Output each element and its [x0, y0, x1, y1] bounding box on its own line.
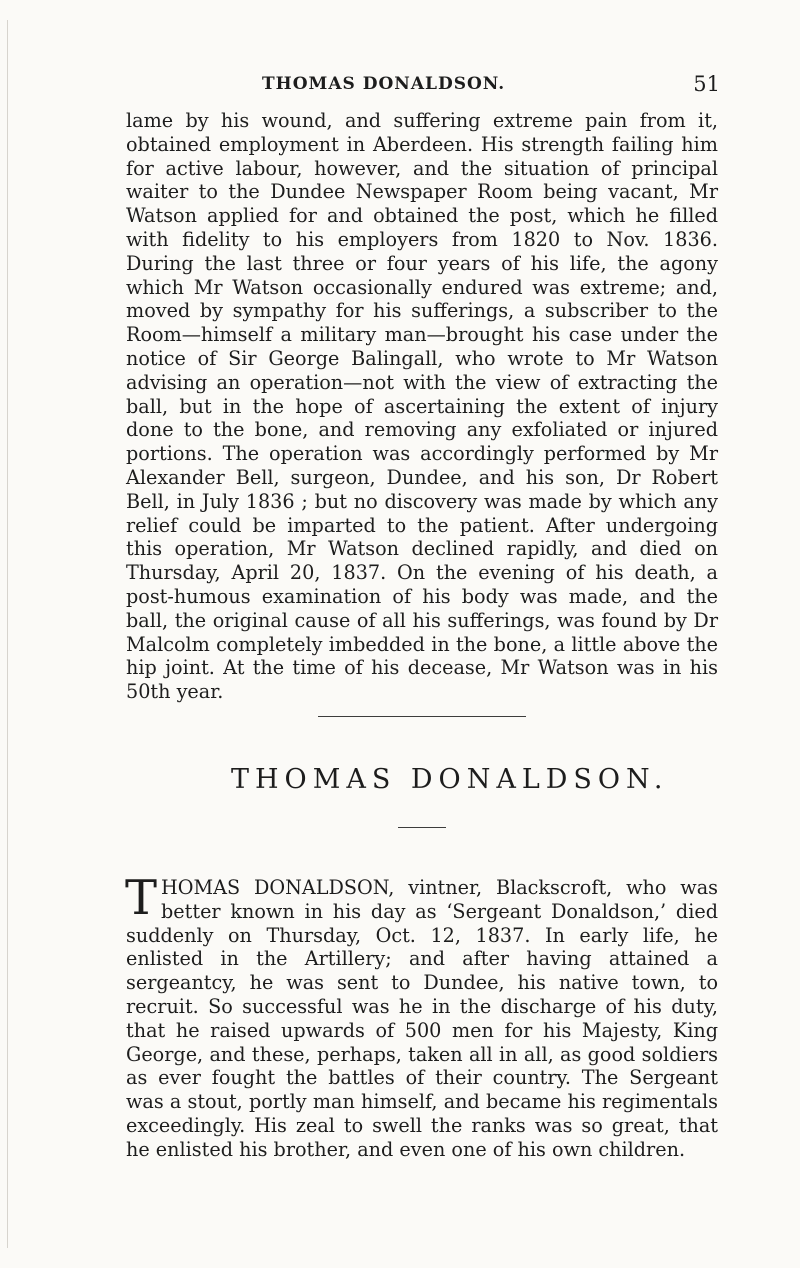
page-edge-line	[7, 20, 8, 1248]
running-head	[120, 72, 720, 96]
page-number: 51	[693, 72, 720, 96]
heading-underline	[398, 827, 446, 828]
section-heading: THOMAS DONALDSON.	[231, 764, 669, 795]
section-divider	[318, 716, 526, 717]
donaldson-paragraph	[125, 870, 718, 1162]
drop-cap: T	[125, 870, 158, 926]
watson-paragraph: lame by his wound, and suffering extreme pain from it, obtained employment in Aberdeen. His strength failing him for active labour, however, and the situation of principal waiter to the Dundee Newspaper Room being vacant, Mr Watson applied for and obtained the post, which he filled with fidelity to his employers from 1820 to Nov. 1836. During the last three or four years of his life, the agony which Mr Watson occasionally endured was extreme; and, moved by sympathy for his sufferings, a subscriber to the Room—himself a military man—brought his case under the notice of Sir George Balingall, who wrote to Mr Watson advising an operation—not with the view of extracting the ball, but in the hope of ascertaining the extent of injury done to the bone, and removing any exfoliated or injured portions. The operation was accordingly performed by Mr Alexander Bell, surgeon, Dundee, and his son, Dr Robert Bell, in July 1836 ; but no discovery was made by which any relief could be imparted to the patient. After undergoing this operation, Mr Watson declined rapidly, and died on Thursday, April 20, 1837. On the evening of his death, a post-humous examination of his body was made, and the ball, the original cause of all his sufferings, was found by Dr Malcolm completely imbedded in the bone, a little above the hip joint. At the time of his decease, Mr Watson was in his 50th year.	[126, 109, 718, 704]
donaldson-paragraph-text: HOMAS DONALDSON, vintner, Blackscroft, who was better known in his day as ‘Sergeant Donaldson,’ died suddenly on Thursday, Oct. 12, 1837. In early life, he enlisted in the Artillery; and after having attained a sergeantcy, he was sent to Dundee, his native town, to recruit. So successful was he in the discharge of his duty, that he raised upwards of 500 men for his Majesty, King George, and these, perhaps, taken all in all, as good soldiers as ever fought the battles of their country. The Sergeant was a stout, portly man himself, and became his regimentals exceedingly. His zeal to swell the ranks was so great, that he enlisted his brother, and even one of his own children.	[126, 876, 718, 1161]
running-title: THOMAS DONALDSON.	[262, 74, 506, 94]
